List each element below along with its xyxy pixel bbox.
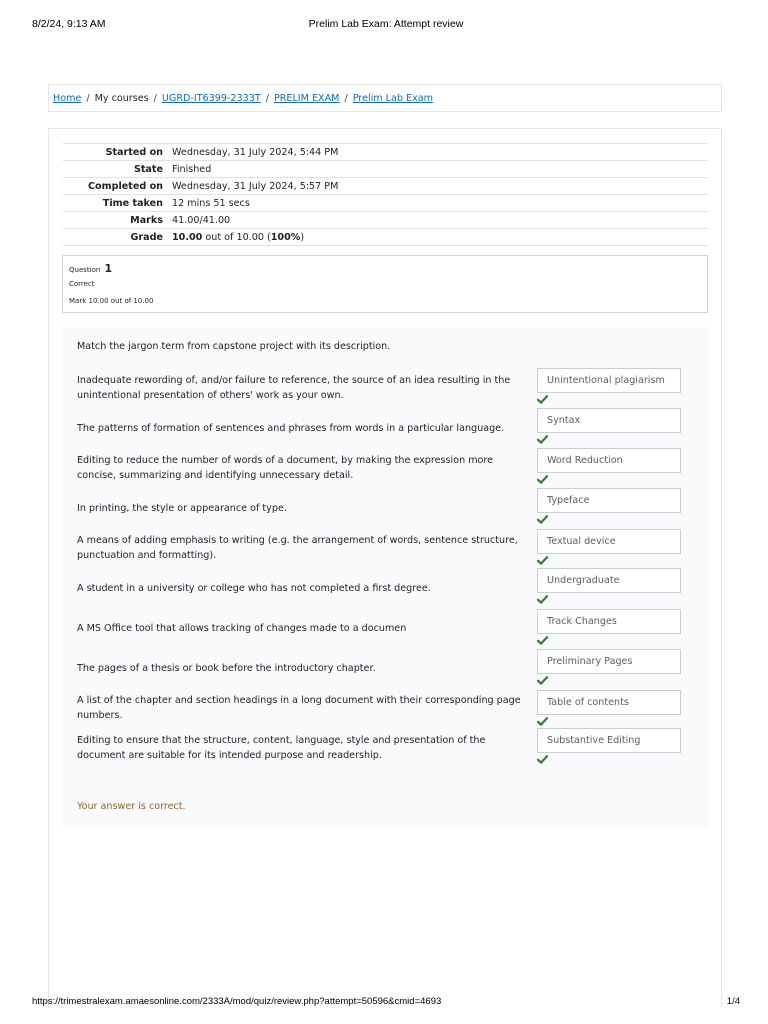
print-page-number: 1/4 — [726, 996, 740, 1007]
print-header — [32, 18, 740, 32]
started-on-value: Wednesday, 31 July 2024, 5:44 PM — [172, 146, 339, 158]
completed-on-label: Completed on — [87, 180, 163, 192]
question-info-box — [62, 255, 708, 313]
breadcrumb-section-link[interactable]: PRELIM EXAM — [273, 93, 340, 104]
match-description: Editing to reduce the number of words of a document, by making the expression more concise, summarizing and identifying unnecessary detail. — [77, 455, 494, 481]
grade-close: ) — [300, 231, 305, 243]
breadcrumb-separator: / — [265, 93, 269, 104]
match-answer-select[interactable]: Undergraduate — [537, 568, 681, 593]
question-state: Correct — [69, 280, 95, 288]
breadcrumb-separator: / — [86, 93, 90, 104]
match-description: A list of the chapter and section headings in a long document with their corresponding page numbers. — [77, 695, 521, 721]
grade-value — [168, 229, 708, 246]
match-row — [77, 653, 737, 693]
summary-row-started — [63, 144, 708, 161]
summary-row-time — [63, 195, 708, 212]
match-description: A means of adding emphasis to writing (e.g. the arrangement of words, sentence structure, punctuation and formatting). — [77, 535, 518, 561]
time-taken-label: Time taken — [102, 197, 163, 209]
match-description: In printing, the style or appearance of type. — [77, 503, 287, 514]
match-answer-select[interactable]: Track Changes — [537, 609, 681, 634]
match-row — [77, 613, 737, 653]
question-mark: Mark 10.00 out of 10.00 — [69, 297, 154, 305]
started-on-label: Started on — [105, 146, 163, 158]
match-answer-select[interactable]: Word Reduction — [537, 448, 681, 473]
question-prompt: Match the jargon term from capstone project with its description. — [77, 341, 391, 352]
match-row — [77, 413, 737, 453]
question-feedback: Your answer is correct. — [77, 801, 186, 812]
summary-row-completed — [63, 178, 708, 195]
match-row — [77, 733, 737, 773]
grade-label: Grade — [130, 231, 163, 243]
breadcrumb-my-courses: My courses — [94, 93, 149, 104]
breadcrumb-separator: / — [153, 93, 157, 104]
match-description: The patterns of formation of sentences and phrases from words in a particular language. — [77, 423, 505, 434]
breadcrumb-quiz-link[interactable]: Prelim Lab Exam — [352, 93, 433, 104]
state-label: State — [133, 163, 163, 175]
match-row — [77, 533, 737, 573]
check-icon — [537, 636, 548, 645]
match-answer-select[interactable]: Unintentional plagiarism — [537, 368, 681, 393]
question-label: Question — [69, 266, 101, 274]
grade-score: 10.00 — [172, 231, 203, 243]
marks-value: 41.00/41.00 — [172, 214, 231, 226]
print-url: https://trimestralexam.amaesonline.com/2333A/mod/quiz/review.php?attempt=50596&cmid=4693 — [32, 996, 442, 1007]
match-answer-select[interactable]: Substantive Editing — [537, 728, 681, 753]
summary-row-grade — [63, 229, 708, 246]
print-footer — [32, 996, 740, 1010]
check-icon — [537, 556, 548, 565]
match-answer-select[interactable]: Typeface — [537, 488, 681, 513]
match-description: Editing to ensure that the structure, content, language, style and presentation of the document are suitable for its intended purpose and readership. — [77, 735, 486, 761]
match-description: A MS Office tool that allows tracking of changes made to a documen — [77, 623, 407, 634]
question-number-value: 1 — [104, 262, 113, 275]
summary-row-marks — [63, 212, 708, 229]
check-icon — [537, 595, 548, 604]
match-answer-select[interactable]: Syntax — [537, 408, 681, 433]
check-icon — [537, 676, 548, 685]
match-description: A student in a university or college who has not completed a first degree. — [77, 583, 431, 594]
check-icon — [537, 435, 548, 444]
match-row — [77, 693, 737, 733]
match-row — [77, 493, 737, 533]
match-answer-select[interactable]: Table of contents — [537, 690, 681, 715]
check-icon — [537, 717, 548, 726]
match-row — [77, 573, 737, 613]
match-row — [77, 453, 737, 493]
breadcrumb — [48, 84, 722, 112]
breadcrumb-home-link[interactable]: Home — [53, 93, 82, 104]
grade-percent: 100% — [270, 231, 301, 243]
summary-row-state — [63, 161, 708, 178]
grade-out-of: out of 10.00 ( — [202, 231, 271, 243]
state-value: Finished — [172, 163, 212, 175]
check-icon — [537, 755, 548, 764]
time-taken-value: 12 mins 51 secs — [172, 197, 250, 209]
print-datetime: 8/2/24, 9:13 AM — [32, 18, 106, 30]
question-number — [69, 262, 112, 275]
print-page-title: Prelim Lab Exam: Attempt review — [308, 18, 464, 30]
breadcrumb-course-link[interactable]: UGRD-IT6399-2333T — [161, 93, 261, 104]
match-row — [77, 373, 737, 413]
marks-label: Marks — [130, 214, 163, 226]
breadcrumb-separator: / — [344, 93, 348, 104]
match-description: The pages of a thesis or book before the introductory chapter. — [77, 663, 376, 674]
attempt-summary-table — [63, 143, 708, 246]
completed-on-value: Wednesday, 31 July 2024, 5:57 PM — [172, 180, 339, 192]
check-icon — [537, 515, 548, 524]
match-answer-select[interactable]: Textual device — [537, 529, 681, 554]
check-icon — [537, 475, 548, 484]
match-description: Inadequate rewording of, and/or failure to reference, the source of an idea resulting in the unintentional presentation of others' work as your own. — [77, 375, 511, 401]
match-answer-select[interactable]: Preliminary Pages — [537, 649, 681, 674]
check-icon — [537, 395, 548, 404]
